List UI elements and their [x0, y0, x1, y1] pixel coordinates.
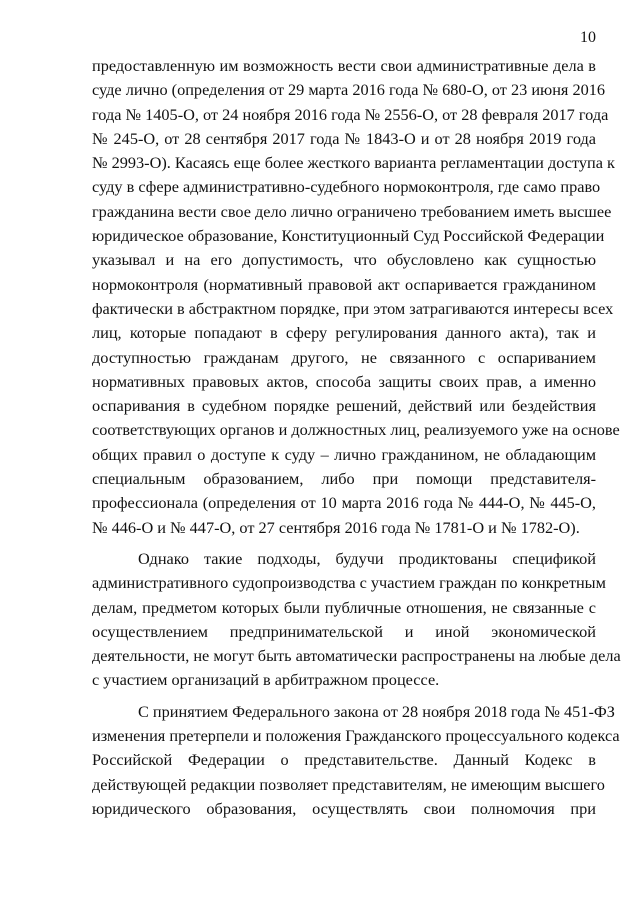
- text-line: указывал и на его допустимость, что обусловлено как сущностью: [92, 250, 596, 270]
- text-line: года № 1405-О, от 24 ноября 2016 года № 2556-О, от 28 февраля 2017 года: [92, 104, 609, 124]
- text-line: Российской Федерации о представительстве. Данный Кодекс в: [92, 750, 596, 770]
- text-line: оспаривания в судебном порядке решений, действий или бездействия: [92, 396, 596, 416]
- paragraph-2: [92, 547, 621, 693]
- page-number: 10: [580, 29, 596, 46]
- text-line: действующей редакции позволяет представителям, не имеющим высшего: [92, 774, 605, 794]
- text-line: гражданина вести свое дело лично ограничено требованием иметь высшее: [92, 201, 612, 221]
- text-line: соответствующих органов и должностных лиц, реализуемого уже на основе: [92, 420, 620, 440]
- text-line: с участием организаций в арбитражном процессе.: [92, 670, 440, 690]
- text-line: Однако такие подходы, будучи продиктованы спецификой: [138, 548, 596, 568]
- text-line: осуществлением предпринимательской и иной экономической: [92, 621, 596, 641]
- text-line: предоставленную им возможность вести свои административные дела в: [92, 56, 596, 75]
- text-line: общих правил о доступе к суду – лично гражданином, не обладающим: [92, 444, 596, 464]
- text-line: нормоконтроля (нормативный правовой акт оспаривается гражданином: [92, 274, 596, 294]
- paragraph-3: [92, 700, 620, 821]
- text-line: № 446-О и № 447-О, от 27 сентября 2016 года № 1781-О и № 1782-О).: [92, 517, 580, 537]
- text-line: № 245-О, от 28 сентября 2017 года № 1843-О и от 28 ноября 2019 года: [92, 128, 596, 148]
- text-line: профессионала (определения от 10 марта 2016 года № 444-О, № 445-О,: [92, 493, 596, 513]
- paragraph-spacer: [92, 540, 596, 547]
- text-line: № 2993-О). Касаясь еще более жесткого варианта регламентации доступа к: [92, 153, 615, 173]
- text-line: изменения претерпели и положения Гражданского процессуального кодекса: [92, 726, 620, 746]
- text-line: лиц, которые попадают в сферу регулирования данного акта), так и: [92, 323, 596, 343]
- paragraph-spacer: [92, 693, 596, 700]
- paragraph-1: [92, 54, 620, 540]
- text-line: юридического образования, осуществлять свои полномочия при: [92, 798, 596, 818]
- document-body: [92, 54, 621, 821]
- text-line: административного судопроизводства с участием граждан по конкретным: [92, 573, 606, 593]
- text-line: деятельности, не могут быть автоматически распространены на любые дела: [92, 646, 621, 666]
- text-line: суду в сфере административно-судебного нормоконтроля, где само право: [92, 177, 601, 197]
- text-line: доступностью гражданам другого, не связанного с оспариванием: [92, 347, 596, 367]
- text-line: нормативных правовых актов, способа защиты своих прав, а именно: [92, 371, 596, 391]
- text-line: делам, предметом которых были публичные отношения, не связанные с: [92, 597, 596, 617]
- text-line: суде лично (определения от 29 марта 2016 года № 680-О, от 23 июня 2016: [92, 80, 606, 100]
- text-line: юридическое образование, Конституционный Суд Российской Федерации: [92, 226, 605, 246]
- text-line: специальным образованием, либо при помощи представителя-: [92, 469, 596, 489]
- text-line: фактически в абстрактном порядке, при этом затрагиваются интересы всех: [92, 298, 614, 318]
- text-line: С принятием Федерального закона от 28 ноября 2018 года № 451-ФЗ: [138, 701, 615, 721]
